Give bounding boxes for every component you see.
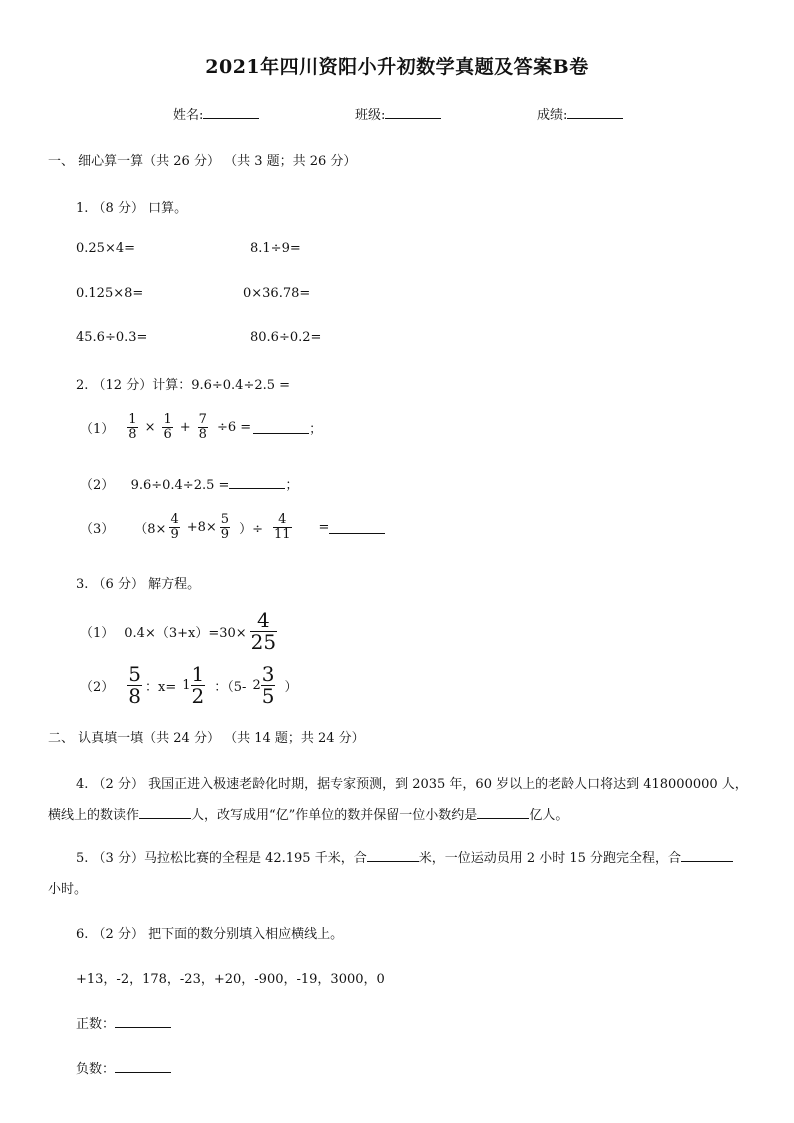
q1-item: 8.1÷9= — [250, 241, 301, 256]
fraction: $\frac{5}{9}$ — [220, 512, 230, 542]
name-field — [173, 104, 259, 123]
plus-sign: + — [179, 419, 191, 435]
q2-part2 — [80, 474, 298, 493]
mixed-number-int: 2 — [252, 678, 261, 693]
fraction: $\frac{7}{8}$ — [198, 412, 207, 442]
q1-item: 0×36.78= — [243, 286, 311, 301]
fraction: $\frac{4}{25}$ — [250, 608, 277, 654]
answer-blank[interactable] — [139, 805, 191, 819]
answer-blank[interactable] — [229, 475, 285, 489]
q2-part1-label: （1） — [80, 421, 115, 437]
fraction: $\frac{1}{2}$ — [191, 662, 205, 708]
q2-part1-tail: ÷6 = — [216, 419, 252, 435]
q1-item: 0.25×4= — [76, 241, 136, 256]
q2-part3 — [80, 513, 385, 541]
q3-part2-expr: ） — [284, 680, 298, 695]
q6-numbers: +13，-2，178，-23，+20，-900，-19，3000，0 — [76, 972, 385, 987]
punct: ； — [285, 478, 299, 493]
q1-stem: 1. （8 分） 口算。 — [76, 201, 188, 216]
answer-blank[interactable] — [367, 848, 419, 862]
answer-blank[interactable] — [681, 848, 733, 862]
q2-part3-label: （3） — [80, 521, 115, 537]
class-label: 班级: — [355, 108, 386, 123]
fraction: $\frac{1}{8}$ — [128, 412, 137, 442]
positive-label: 正数： — [76, 1017, 116, 1032]
q2-part2-label: （2） — [80, 478, 115, 493]
answer-blank[interactable] — [329, 520, 385, 534]
page-title: 2021年四川资阳小升初数学真题及答案B卷 — [205, 56, 589, 78]
q4-text: 亿人。 — [529, 808, 569, 823]
fraction: $\frac{5}{8}$ — [128, 662, 142, 708]
section2-heading: 二、 认真填一填（共 24 分） （共 14 题；共 24 分） — [48, 731, 365, 746]
class-blank[interactable] — [385, 105, 441, 119]
q3-part1-expr: 0.4×（3+x）=30× — [124, 626, 247, 641]
answer-blank[interactable] — [115, 1059, 171, 1073]
name-label: 姓名: — [173, 108, 204, 123]
q4-text: 横线上的数读作 — [48, 808, 140, 823]
answer-blank[interactable] — [253, 420, 309, 434]
q2-part3-expr: ）÷ — [239, 521, 263, 537]
q2-part3-expr: +8× — [186, 519, 217, 535]
q2-part3-expr: （8× — [134, 521, 167, 537]
q3-part2 — [80, 664, 297, 707]
fraction: $\frac{4}{9}$ — [170, 512, 179, 542]
negative-label: 负数： — [76, 1062, 116, 1077]
score-blank[interactable] — [567, 105, 623, 119]
answer-blank[interactable] — [115, 1014, 171, 1028]
mixed-number-int: 1 — [182, 678, 191, 693]
q6-positive — [76, 1013, 171, 1032]
q3-part1 — [80, 610, 280, 653]
q4-text: 人，改写成用“亿”作单位的数并保留一位小数约是 — [191, 808, 478, 823]
score-label: 成绩: — [537, 108, 568, 123]
q5-line1 — [76, 847, 733, 866]
score-field — [537, 104, 623, 123]
q5-text: 5. （3 分）马拉松比赛的全程是 42.195 千米，合 — [76, 851, 367, 866]
q2-part1 — [80, 413, 322, 441]
q6-stem: 6. （2 分） 把下面的数分别填入相应横线上。 — [76, 927, 344, 942]
q4-line1: 4. （2 分） 我国正进入极速老龄化时期，据专家预测，到 2035 年，60 岁以上的老龄人口将达到 418000000 人， — [76, 777, 748, 792]
answer-blank[interactable] — [477, 805, 529, 819]
q2-stem: 2. （12 分）计算：9.6÷0.4÷2.5 = — [76, 378, 291, 393]
q4-line2 — [48, 804, 568, 823]
fraction: $\frac{3}{5}$ — [261, 662, 275, 708]
q3-part2-expr: ：（5- — [214, 680, 247, 695]
q3-part1-label: （1） — [80, 626, 115, 641]
q5-line2: 小时。 — [48, 882, 88, 897]
q1-item: 45.6÷0.3= — [76, 330, 148, 345]
fraction: $\frac{4}{11}$ — [273, 512, 291, 542]
q2-part2-expr: 9.6÷0.4÷2.5 = — [130, 478, 230, 493]
name-blank[interactable] — [203, 105, 259, 119]
equals-sign: = — [318, 519, 330, 535]
section1-heading: 一、 细心算一算（共 26 分） （共 3 题；共 26 分） — [48, 154, 357, 169]
q3-stem: 3. （6 分） 解方程。 — [76, 577, 201, 592]
punct: ； — [309, 421, 323, 437]
times-sign: × — [144, 419, 156, 435]
q1-item: 0.125×8= — [76, 286, 144, 301]
q5-text: 米，一位运动员用 2 小时 15 分跑完全程，合 — [418, 851, 682, 866]
class-field — [355, 104, 441, 123]
q6-negative — [76, 1058, 171, 1077]
q3-part2-label: （2） — [80, 680, 115, 695]
q1-item: 80.6÷0.2= — [250, 330, 322, 345]
fraction: $\frac{1}{6}$ — [163, 412, 172, 442]
q3-part2-expr: ：x= — [145, 680, 177, 695]
